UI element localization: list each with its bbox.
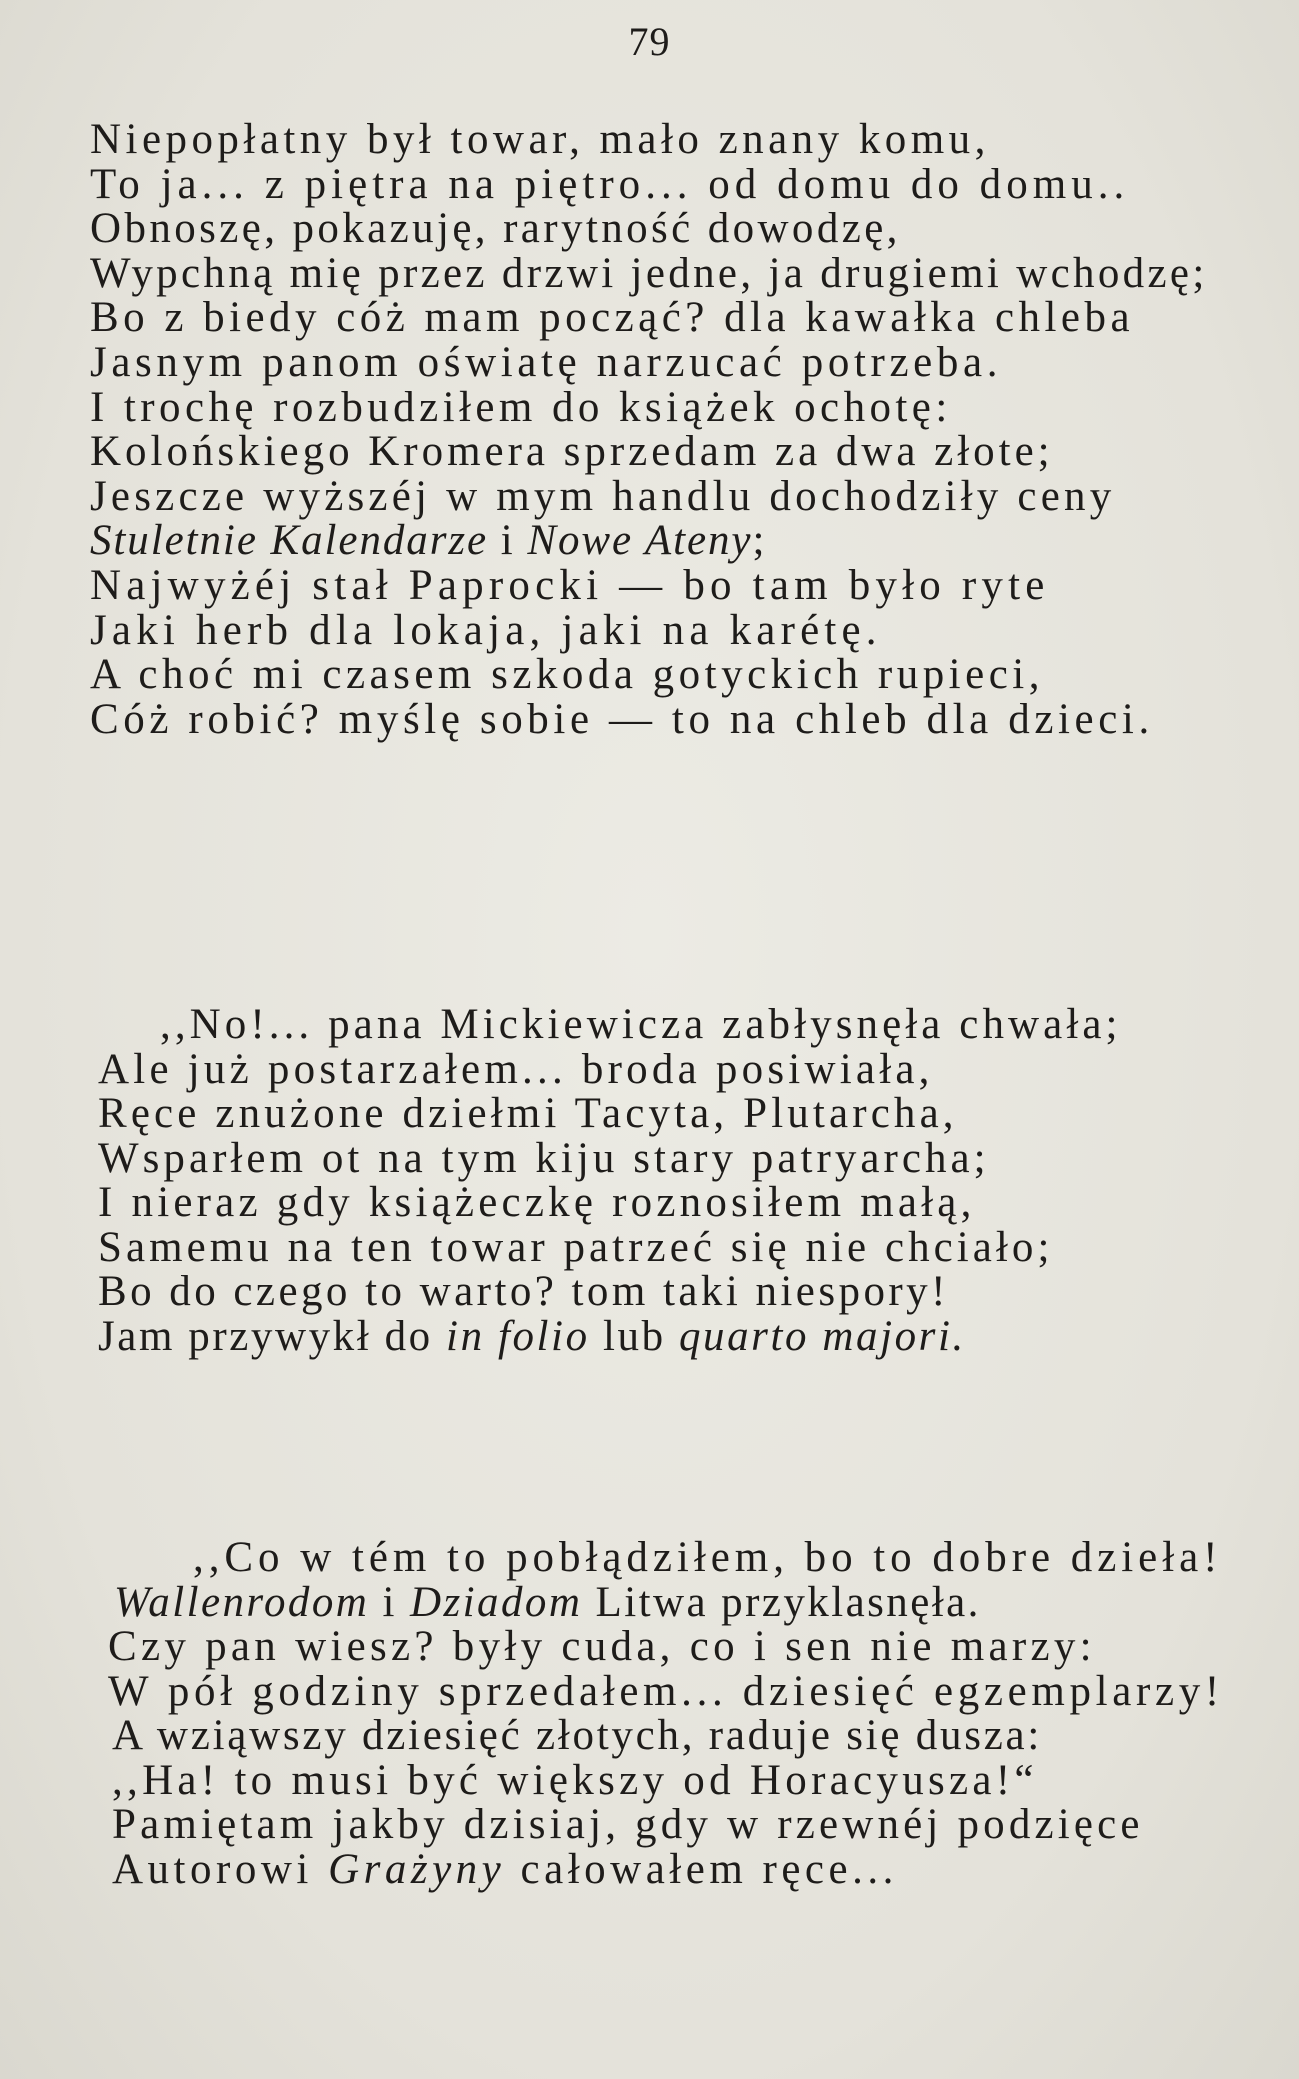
text-segment: I nieraz gdy książeczkę roznosiłem małą, — [98, 1179, 976, 1226]
text-segment: Litwa przyklasnęła. — [582, 1578, 981, 1626]
poem-line — [90, 204, 901, 254]
poem-line — [98, 1045, 934, 1095]
text-segment: Obnoszę, pokazuję, rarytność dowodzę, — [90, 205, 901, 253]
text-segment: A wziąwszy dziesięć złotych, raduje się dusza: — [112, 1712, 1043, 1759]
poem-line — [90, 427, 1054, 477]
text-segment: Autorowi — [112, 1845, 329, 1893]
text-segment: ; — [752, 517, 767, 565]
text-segment: Jam przywykł do — [98, 1312, 447, 1360]
text-segment: całowałem ręce... — [505, 1845, 898, 1893]
text-segment: Kolońskiego Kromera sprzedam za dwa złote; — [90, 428, 1054, 476]
poem-line — [90, 338, 1002, 388]
text-segment: Bo do czego to warto? tom taki niespory! — [98, 1268, 949, 1315]
poem-line — [90, 650, 1044, 700]
poem-line — [90, 383, 952, 433]
text-segment: Jeszcze wyższéj w mym handlu dochodziły ceny — [90, 472, 1116, 520]
poem-line — [112, 1711, 1042, 1761]
poem-line — [112, 1756, 1038, 1806]
text-segment: I trochę rozbudziłem do książek ochotę: — [90, 383, 952, 431]
text-segment: i — [369, 1578, 411, 1626]
italic-title: in folio — [446, 1312, 590, 1360]
text-segment: Najwyżéj stał Paprocki — bo tam było ryte — [90, 562, 1050, 609]
poem-line — [90, 695, 1154, 745]
text-segment: W pół godziny sprzedałem... dziesięć egzemplarzy! — [108, 1667, 1224, 1715]
poem-line — [98, 1178, 976, 1228]
text-segment: Pamiętam jakby dzisiaj, gdy w rzewnéj podzięce — [112, 1801, 1144, 1848]
poem-line — [160, 1000, 1122, 1050]
text-segment: Jaki herb dla lokaja, jaki na karétę. — [90, 606, 882, 654]
poem-line — [90, 293, 1134, 343]
text-segment: A choć mi czasem szkoda gotyckich rupieci, — [90, 651, 1044, 699]
italic-title: Stuletnie Kalendarze — [90, 517, 489, 565]
text-segment: Bo z biedy cóż mam począć? dla kawałka chleba — [90, 294, 1135, 342]
text-segment: ,,Ha! to musi być większy od Horacyusza!“ — [112, 1756, 1038, 1804]
italic-title: Wallenrodom — [114, 1578, 370, 1626]
poem-line — [108, 1667, 1224, 1717]
poem-line — [193, 1533, 1222, 1583]
poem-line — [90, 160, 1129, 210]
poem-line — [98, 1267, 949, 1317]
text-segment: Czy pan wiesz? były cuda, co i sen nie marzy: — [108, 1623, 1096, 1670]
italic-title: quarto majori. — [678, 1312, 966, 1360]
poem-line — [98, 1089, 958, 1139]
page-number: 79 — [628, 19, 671, 64]
text-segment: Niepopłatny był towar, mało znany komu, — [90, 116, 990, 163]
poem-line — [108, 1622, 1096, 1672]
text-segment: Wypchną mię przez drzwi jedne, ja drugiemi wchodzę; — [90, 249, 1208, 297]
text-segment: i — [488, 517, 528, 565]
poem-line — [112, 1845, 898, 1895]
italic-title: Dziadom — [410, 1578, 583, 1626]
poem-line — [90, 249, 1208, 299]
text-segment: Jasnym panom oświatę narzucać potrzeba. — [90, 339, 1003, 386]
poem-line — [98, 1312, 966, 1362]
text-segment: Cóż robić? myślę sobie — to na chleb dla dzieci. — [90, 695, 1154, 743]
poem-line — [90, 561, 1050, 611]
poem-line — [98, 1223, 1053, 1273]
text-segment: lub — [589, 1312, 679, 1360]
poem-line — [114, 1578, 981, 1628]
poem-line — [112, 1800, 1144, 1850]
italic-title: Grażyny — [328, 1845, 506, 1893]
poem-line — [90, 472, 1115, 522]
text-segment: Ale już postarzałem... broda posiwiała, — [98, 1045, 934, 1093]
italic-title: Nowe Ateny — [527, 517, 753, 565]
text-segment: To ja... z piętra na piętro... od domu do domu.. — [90, 160, 1130, 208]
poem-line — [90, 516, 766, 566]
text-segment: Ręce znużone dziełmi Tacyta, Plutarcha, — [98, 1090, 958, 1137]
text-segment: Samemu na ten towar patrzeć się nie chciało; — [98, 1223, 1054, 1271]
text-segment: Wsparłem ot na tym kiju stary patryarcha; — [98, 1134, 990, 1182]
poem-line — [90, 115, 990, 165]
text-segment: ,,No!... pana Mickiewicza zabłysnęła chwała; — [160, 1001, 1122, 1048]
text-segment: ,,Co w tém to pobłądziłem, bo to dobre dzieła! — [193, 1534, 1223, 1581]
poem-line — [90, 606, 882, 656]
poem-line — [98, 1134, 990, 1184]
